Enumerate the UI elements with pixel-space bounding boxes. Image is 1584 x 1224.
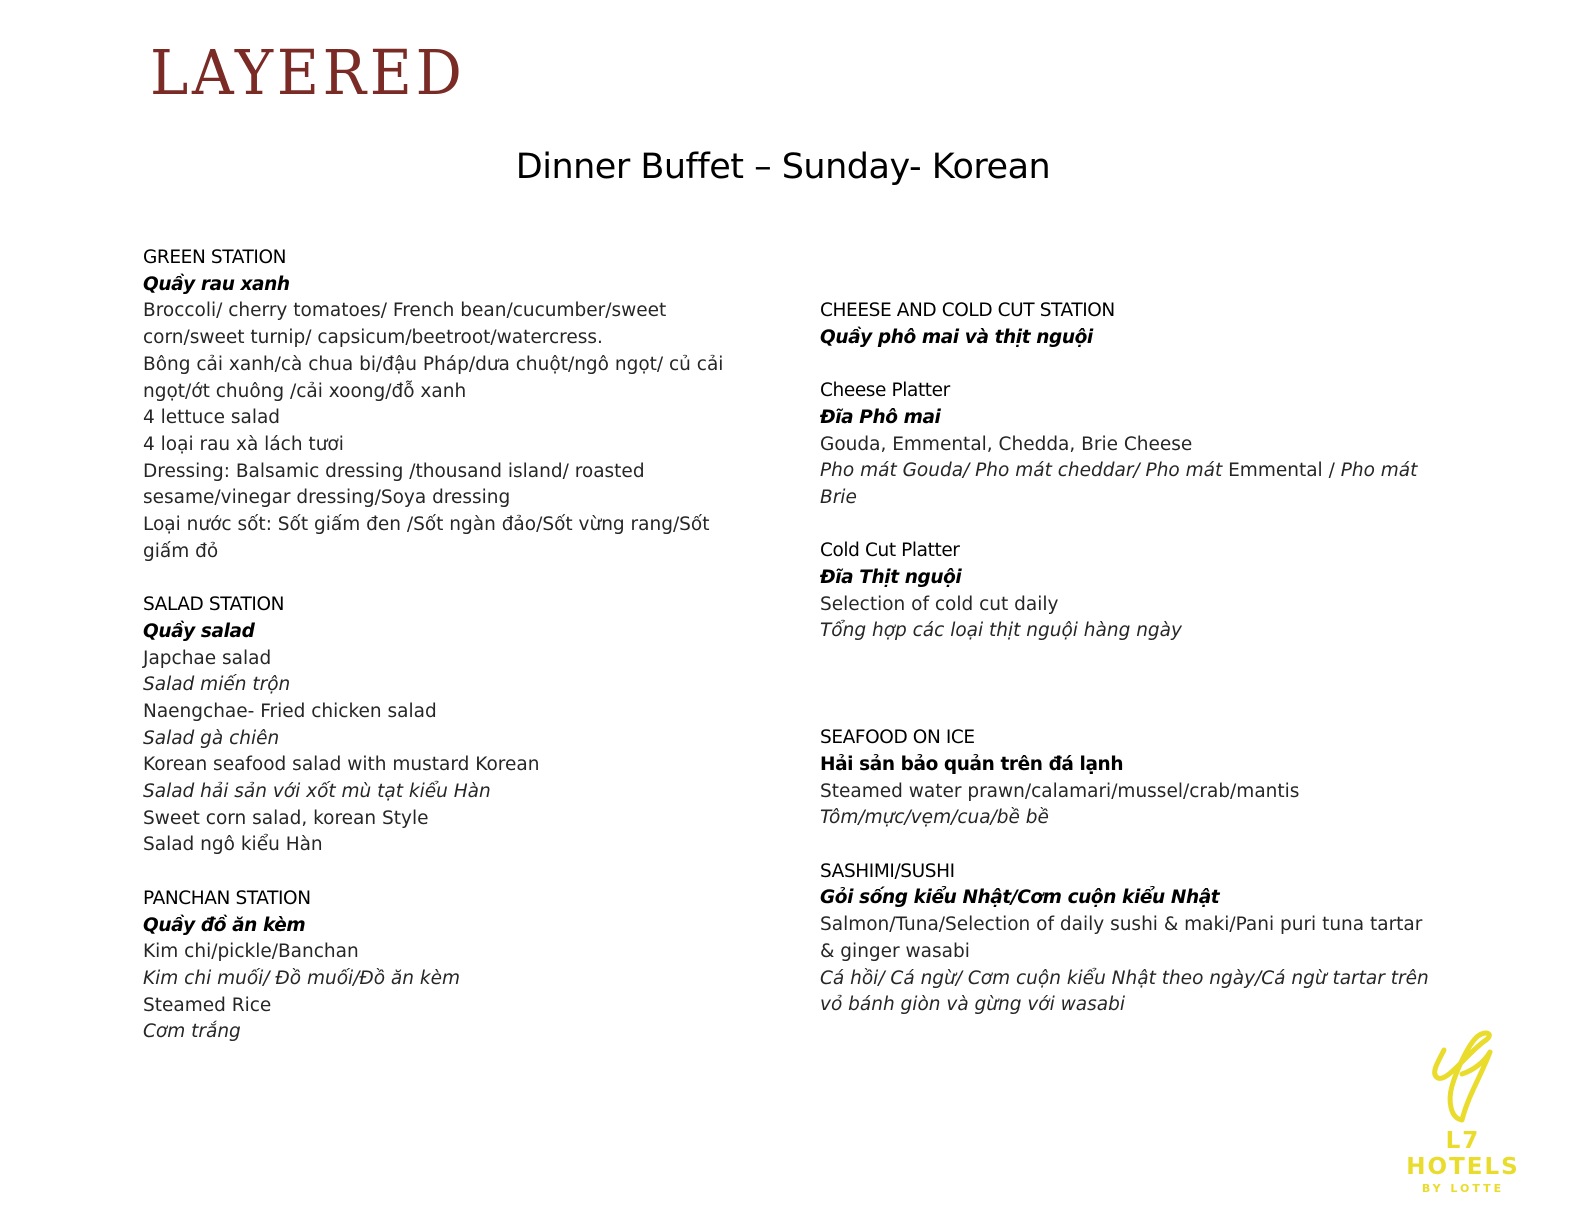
translation-part: Pho mát Brie: [820, 460, 1418, 508]
menu-item: Steamed Rice: [143, 994, 272, 1016]
menu-item: Bông cải xanh/cà chua bi/đậu Pháp/dưa chuột/ngô ngọt/ củ cải ngọt/ớt chuông /cải xoong/đỗ xanh: [143, 353, 724, 402]
section-subheading: Quầy đồ ăn kèm: [143, 914, 306, 936]
menu-item: Gouda, Emmental, Chedda, Brie Cheese: [820, 433, 1193, 455]
section-heading: SASHIMI/SUSHI: [820, 860, 955, 882]
menu-item: 4 lettuce salad: [143, 407, 281, 429]
hotel-brand-logo: [1388, 1028, 1538, 1195]
section-heading: SALAD STATION: [143, 594, 285, 616]
section-heading: SEAFOOD ON ICE: [820, 727, 975, 749]
menu-item: Broccoli/ cherry tomatoes/ French bean/cucumber/sweet corn/sweet turnip/ capsicum/beetroot/watercress.: [143, 300, 667, 349]
cheese-cold-cut-station: [820, 298, 1430, 351]
menu-item: Steamed water prawn/calamari/mussel/crab/mantis: [820, 780, 1300, 802]
menu-item: Japchae salad: [143, 647, 272, 669]
menu-item-translation: Kim chi muối/ Đồ muối/Đồ ăn kèm: [143, 967, 460, 989]
seafood-on-ice: [820, 725, 1430, 832]
green-station: [143, 245, 743, 565]
menu-item: Sweet corn salad, korean Style: [143, 807, 429, 829]
menu-item-translation: Salad hải sản với xốt mù tạt kiểu Hàn: [143, 781, 491, 803]
menu-item: Naengchae- Fried chicken salad: [143, 700, 437, 722]
section-subheading: Quầy salad: [143, 620, 255, 642]
brand-name: L7 HOTELS: [1406, 1128, 1520, 1180]
menu-item-translation: Cá hồi/ Cá ngừ/ Cơm cuộn kiểu Nhật theo ngày/Cá ngừ tartar trên vỏ bánh giòn và gừng với wasabi: [820, 967, 1429, 1016]
section-heading: Cold Cut Platter: [820, 540, 960, 562]
translation-part: Pho mát Gouda/ Pho mát cheddar/ Pho mát: [820, 460, 1223, 482]
salad-station: [143, 592, 743, 859]
cheese-platter: [820, 378, 1430, 512]
brand-tagline: BY LOTTE: [1421, 1182, 1505, 1195]
section-subheading: Đĩa Thịt nguội: [820, 567, 962, 588]
menu-item: Korean seafood salad with mustard Korean: [143, 754, 540, 776]
menu-item-translation: Cơm trắng: [143, 1021, 241, 1043]
section-heading: GREEN STATION: [143, 247, 287, 268]
menu-item: Kim chi/pickle/Banchan: [143, 941, 359, 963]
menu-item: Loại nước sốt: Sốt giấm đen /Sốt ngàn đảo/Sốt vừng rang/Sốt giấm đỏ: [143, 514, 710, 562]
right-column: [820, 298, 1430, 1046]
l7-monogram-icon: [1428, 1028, 1498, 1124]
menu-item-translation: Tôm/mực/vẹm/cua/bề bề: [820, 807, 1049, 829]
menu-item: Selection of cold cut daily: [820, 593, 1059, 615]
sashimi-sushi: [820, 859, 1430, 1019]
menu-item: Dressing: Balsamic dressing /thousand island/ roasted sesame/vinegar dressing/Soya dressing: [143, 460, 645, 509]
cold-cut-platter: [820, 538, 1430, 645]
menu-item-translation: Salad gà chiên: [143, 727, 280, 749]
restaurant-logo: LAYERED: [150, 36, 466, 109]
section-subheading: Quầy phô mai và thịt nguội: [820, 326, 1093, 348]
section-subheading: Quầy rau xanh: [143, 273, 290, 295]
menu-item-translation: [820, 458, 1430, 511]
menu-item: Salad ngô kiểu Hàn: [143, 834, 323, 856]
section-heading: CHEESE AND COLD CUT STATION: [820, 300, 1115, 321]
left-column: [143, 245, 743, 1073]
menu-item-translation: Salad miến trộn: [143, 674, 291, 696]
menu-item: Salmon/Tuna/Selection of daily sushi & maki/Pani puri tuna tartar & ginger wasabi: [820, 914, 1423, 962]
section-subheading: Gỏi sống kiểu Nhật/Cơm cuộn kiểu Nhật: [820, 887, 1220, 909]
section-subheading: Hải sản bảo quản trên đá lạnh: [820, 753, 1124, 775]
menu-item: 4 loại rau xà lách tươi: [143, 433, 344, 455]
spacer: [820, 672, 1430, 725]
section-subheading: Đĩa Phô mai: [820, 406, 941, 428]
menu-item-translation: Tổng hợp các loại thịt nguội hàng ngày: [820, 620, 1182, 642]
translation-part: Emmental /: [1222, 460, 1341, 482]
panchan-station: [143, 886, 743, 1046]
section-heading: Cheese Platter: [820, 380, 950, 402]
page-title: Dinner Buffet – Sunday- Korean: [515, 147, 1051, 187]
section-heading: PANCHAN STATION: [143, 887, 311, 909]
